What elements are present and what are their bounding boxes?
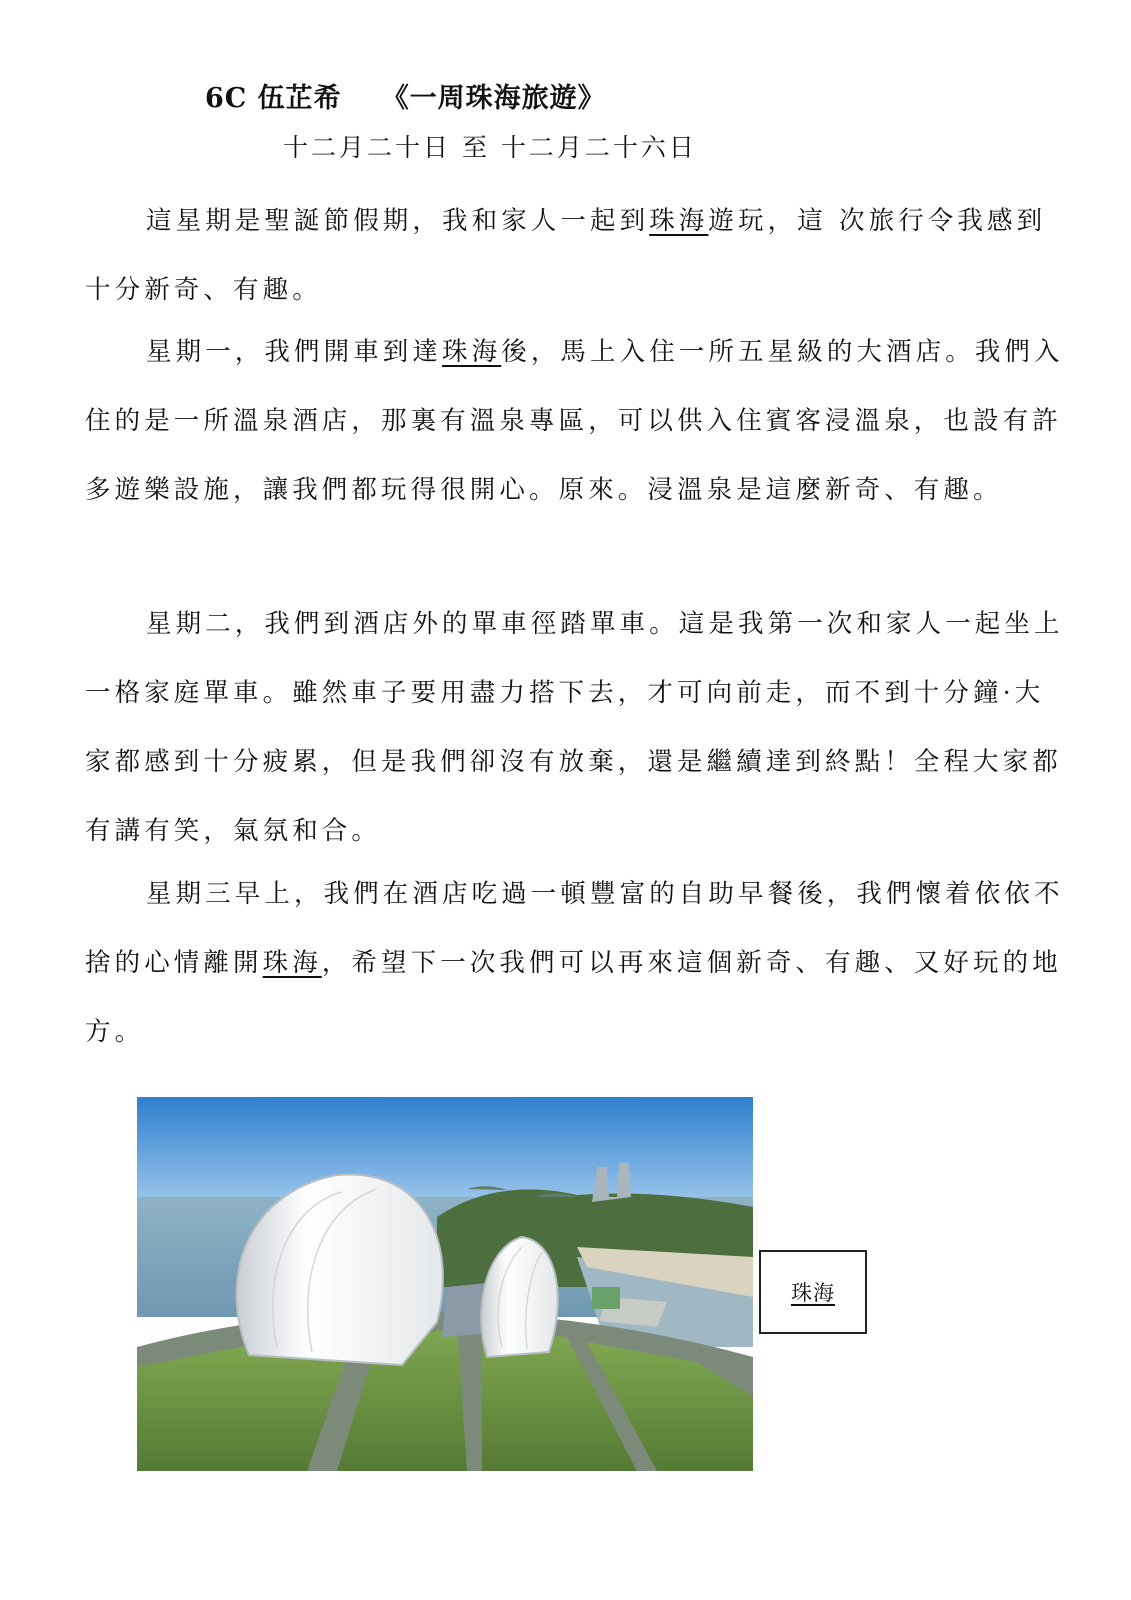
- place-name: 珠海: [262, 948, 322, 978]
- zhuhai-opera-house-photo: [137, 1097, 753, 1471]
- paragraph-wednesday: 星期三早上，我們在酒店吃過一頓豐富的自助早餐後，我們懷着依依不捨的心情離開珠海，希望下一次我們可以再來這個新奇、有趣、又好玩的地方。: [85, 879, 1064, 1047]
- date-range: 十二月二十日 至 十二月二十六日: [283, 133, 697, 162]
- paragraph-tuesday: 星期二，我們到酒店外的單車徑踏單車。這是我第一次和家人一起坐上一格家庭單車。雖然車子要用盡力搭下去，才可向前走，而不到十分鐘·大家都感到十分疲累，但是我們卻沒有放棄，還是繼續達到終點！全程大家都有講有笑，氣氛和合。: [85, 609, 1064, 846]
- photo-caption-box: [759, 1250, 867, 1334]
- student-name: 6C 伍芷希: [205, 83, 342, 114]
- place-name: 珠海: [649, 206, 709, 236]
- place-name: 珠海: [442, 337, 502, 367]
- document-header: [205, 76, 606, 115]
- paragraph-monday: 星期一，我們開車到達珠海後，馬上入住一所五星級的大酒店。我們入住的是一所溫泉酒店，那裏有溫泉專區，可以供入住賓客浸溫泉，也設有許多遊樂設施，讓我們都玩得很開心。原來。浸溫泉是這麼新奇、有趣。: [85, 337, 1064, 505]
- paragraph-intro: 這星期是聖誕節假期，我和家人一起到珠海遊玩，這 次旅行令我感到十分新奇、有趣。: [85, 206, 1047, 305]
- essay-title: 《一周珠海旅遊》: [381, 83, 606, 114]
- photo-caption: 珠海: [791, 1281, 835, 1305]
